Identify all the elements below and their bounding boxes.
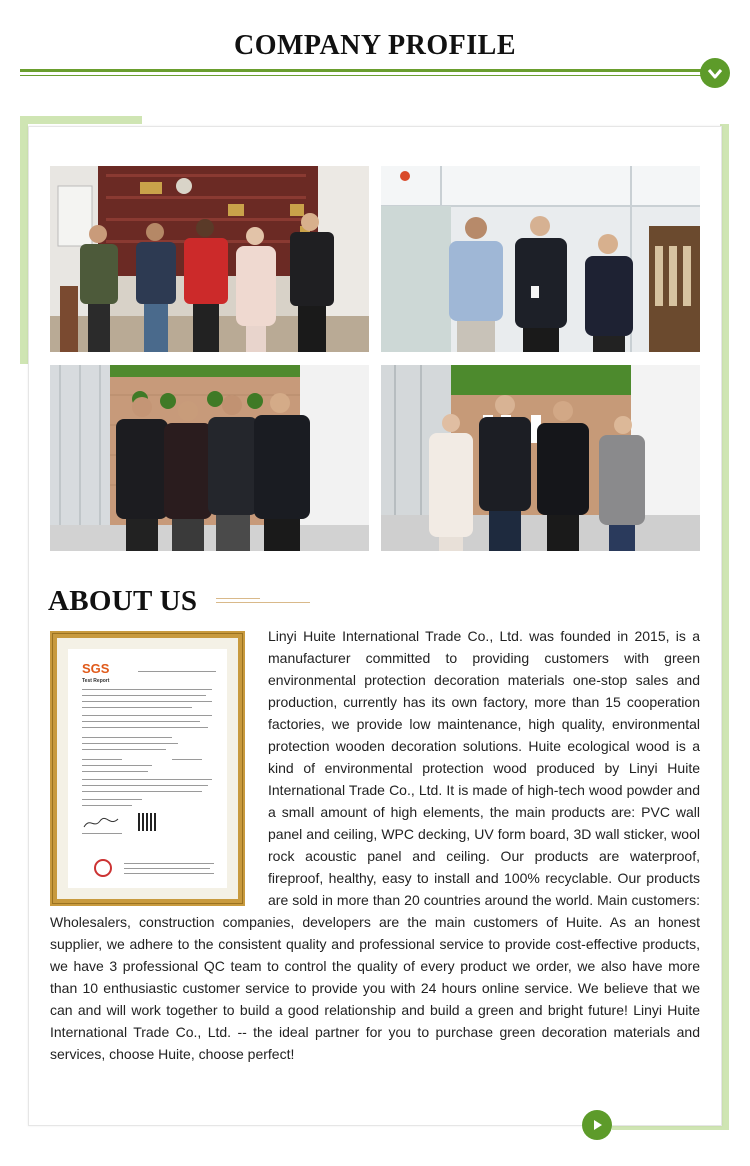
title-divider-thick bbox=[20, 69, 702, 72]
certificate-seal bbox=[94, 859, 112, 877]
page-title: COMPANY PROFILE bbox=[233, 30, 517, 61]
office-group-photo bbox=[50, 365, 369, 551]
showroom-group-photo bbox=[381, 365, 700, 551]
certificate-logo: SGS bbox=[82, 661, 110, 676]
trade-show-photo bbox=[381, 166, 700, 352]
office-visit-photo bbox=[50, 166, 369, 352]
about-divider-long bbox=[216, 602, 310, 603]
about-divider-short bbox=[216, 598, 260, 599]
certificate-signature bbox=[82, 815, 122, 831]
title-divider-thin bbox=[20, 75, 702, 76]
frame-accent-top-left bbox=[20, 116, 142, 124]
about-heading: ABOUT US bbox=[48, 585, 198, 617]
about-body-text: Linyi Huite International Trade Co., Ltd. was founded in 2015, is a manufacturer committed to providing customers with green environmental protection decoration materials one-stop sales and production, currently has its own factory, more than 15 cooperation factories, we provide low maintenance, high quality, environmental protection wooden decoration solutions. Huite ecological wood is a kind of environmental protection wood produced by Linyi Huite International Trade Co., Ltd. It is made of high-tech wood powder and a small amount of high elements, the main products are: PVC wall panel and ceiling, WPC decking, UV form board, 3D wall sticker, wool rock acoustic panel and ceiling. Our products are waterproof, fireproof, healthy, easy to install and 100% recyclable. Our products are sold in more than 20 countries around the world. Main customers: Wholesalers, construction companies, developers are the main customers of Huite. As an honest supplier, we adhere to the consistent quality and professional service to provide cost-effective products, we have 3 professional QC team to control the quality of every product we order, we also have more than 10 enthusiastic customer service to provide you with 24 hours online service. We believe that we can and will work together to build a good relationship and build a green and bright future! Linyi Huite International Trade Co., Ltd. -- the ideal partner for you to purchase green decoration materials and services, choose Huite, choose perfect! bbox=[50, 628, 700, 1062]
certificate-qr-code bbox=[138, 813, 156, 831]
chevron-down-icon bbox=[700, 58, 730, 88]
play-icon bbox=[582, 1110, 612, 1140]
sgs-certificate bbox=[50, 631, 245, 906]
certificate-page bbox=[68, 649, 227, 888]
certificate-title: Test Report bbox=[82, 678, 110, 684]
frame-accent-left bbox=[20, 116, 28, 364]
